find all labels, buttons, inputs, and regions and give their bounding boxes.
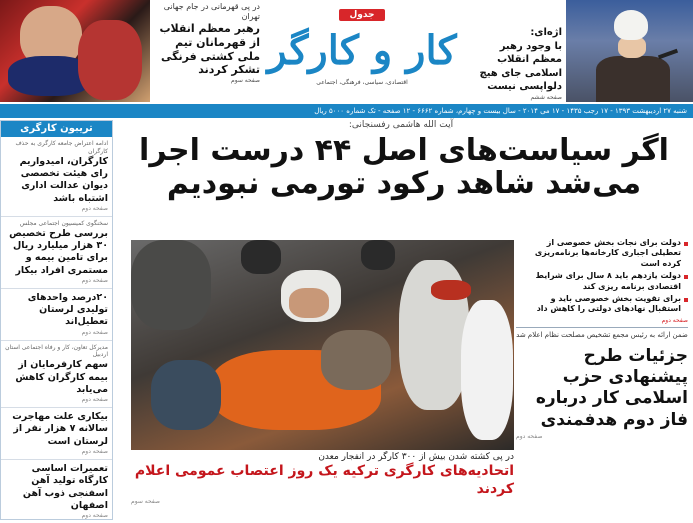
story-kicker: ضمن ارائه به رئیس مجمع تشخیص مصلحت نظام اعلام شد	[516, 330, 688, 339]
sidebar-item[interactable]	[1, 289, 112, 341]
item-title: کارگران، امیدواریم رای هیئت تخصصی دیوان عدالت اداری اشتباه باشد	[19, 155, 108, 204]
newspaper-tagline: اقتصادی، سیاسی، فرهنگی، اجتماعی	[316, 79, 408, 86]
page-ref: صفحه دوم	[81, 396, 108, 404]
item-title: بیکاری علت مهاجرت سالانه ۷ هزار نفر از لرستان است	[12, 410, 108, 447]
main-kicker: آیت الله هاشمی رفسنجانی:	[348, 120, 454, 130]
story-kicker: اژه‌ای:	[530, 27, 562, 38]
masthead-left-story[interactable]	[152, 2, 260, 85]
story-headline[interactable]: جزئیات طرح پیشنهادی حزب اسلامی کار درباره فاز دوم هدفمندی	[535, 345, 688, 430]
page-ref: صفحه سوم	[231, 77, 260, 84]
photo-caption[interactable]	[131, 452, 514, 505]
sidebar-item[interactable]	[1, 341, 112, 408]
bullet-item[interactable]: برای تقویت بخش خصوصی باید و استقبال نهادهای دولتی را کاهش داد	[516, 294, 688, 315]
masthead-right-story[interactable]	[468, 26, 562, 102]
page-ref: صفحه دوم	[81, 448, 108, 456]
item-title: تعمیرات اساسی کارگاه تولید آهن اسفنجی ذوب آهن اصفهان	[22, 462, 108, 511]
logo-stamp: جدول	[339, 9, 384, 21]
item-kicker: سخنگوی کمیسیون اجتماعی مجلس	[19, 219, 108, 227]
sidebar-item[interactable]	[1, 217, 112, 289]
sidebar-item[interactable]	[1, 137, 112, 217]
story-kicker: در پی قهرمانی در جام جهانی تهران	[163, 2, 260, 21]
page-ref: صفحه دوم	[81, 512, 108, 520]
page-ref: صفحه دوم	[661, 316, 688, 324]
divider	[516, 327, 688, 328]
bullet-item[interactable]: دولت یازدهم باید ۸ سال برای شرایط اقتصادی برنامه ریزی کند	[516, 271, 688, 292]
mine-rescue-photo	[131, 240, 514, 450]
dateline-bar: شنبه ۲۷ اردیبهشت ۱۳۹۳ - ۱۷ رجب ۱۴۳۵ - ۱۷ می ۲۰۱۴ - سال بیست و چهارم، شماره ۶۶۶۲ - ۱۲ صفحه - تک شماره ۵۰۰۰ ریال	[0, 104, 693, 118]
sidebar-labor-tribune	[0, 120, 113, 520]
item-kicker: مدیرکل تعاون، کار و رفاه اجتماعی استان اردبیل	[5, 343, 108, 359]
item-title: سهم کارفرمایان از بیمه کارگران کاهش می‌یابد	[15, 359, 108, 395]
item-kicker: ادامه اعتراض جامعه کارگری به حذف کارگران	[15, 140, 108, 155]
item-title: ۲۰درصد واحدهای تولیدی لرستان تعطیل‌اند	[27, 291, 108, 328]
story-headline: با وجود رهبر معظم انقلاب اسلامی جای هیچ دلواپسی نیست	[479, 40, 562, 92]
page-ref: صفحه سوم	[131, 498, 160, 506]
page-ref: صفحه ششم	[530, 93, 562, 101]
page-ref: صفحه دوم	[81, 328, 108, 336]
item-title: بررسی طرح تخصیص ۳۰ هزار میلیارد ریال برای تامین بیمه و مستمری افراد بیکار	[9, 227, 108, 276]
main-headline[interactable]: اگر سیاست‌های اصل ۴۴ درست اجرا می‌شد شاهد رکود تورمی نبودیم	[139, 133, 669, 201]
sidebar-item[interactable]	[1, 460, 112, 523]
page-ref: صفحه دوم	[81, 276, 108, 284]
sidebar-heading: تریبون کارگری	[1, 121, 112, 137]
newspaper-logo[interactable]	[262, 2, 462, 102]
cleric-photo	[566, 0, 693, 102]
wrestling-photo	[0, 0, 150, 102]
page-ref: صفحه دوم	[516, 432, 543, 440]
story-headline: رهبر معظم انقلاب از قهرمانان تیم ملی کشتی فرنگی تشکر کردند	[159, 22, 260, 77]
right-column	[516, 238, 688, 440]
masthead	[0, 0, 693, 104]
newspaper-name: کار و کارگر	[267, 27, 457, 74]
page-ref: صفحه دوم	[81, 204, 108, 212]
sidebar-item[interactable]	[1, 408, 112, 460]
caption-kicker: در پی کشته شدن بیش از ۳۰۰ کارگر در انفجار معدن	[318, 452, 514, 462]
bullet-item[interactable]: دولت برای نجات بخش خصوصی از تعطیلی اجباری کارخانه‌ها برنامه‌ریزی کرده است	[516, 238, 688, 269]
caption-headline: اتحادیه‌های کارگری ترکیه یک روز اعتصاب عمومی اعلام کردند	[134, 463, 514, 498]
